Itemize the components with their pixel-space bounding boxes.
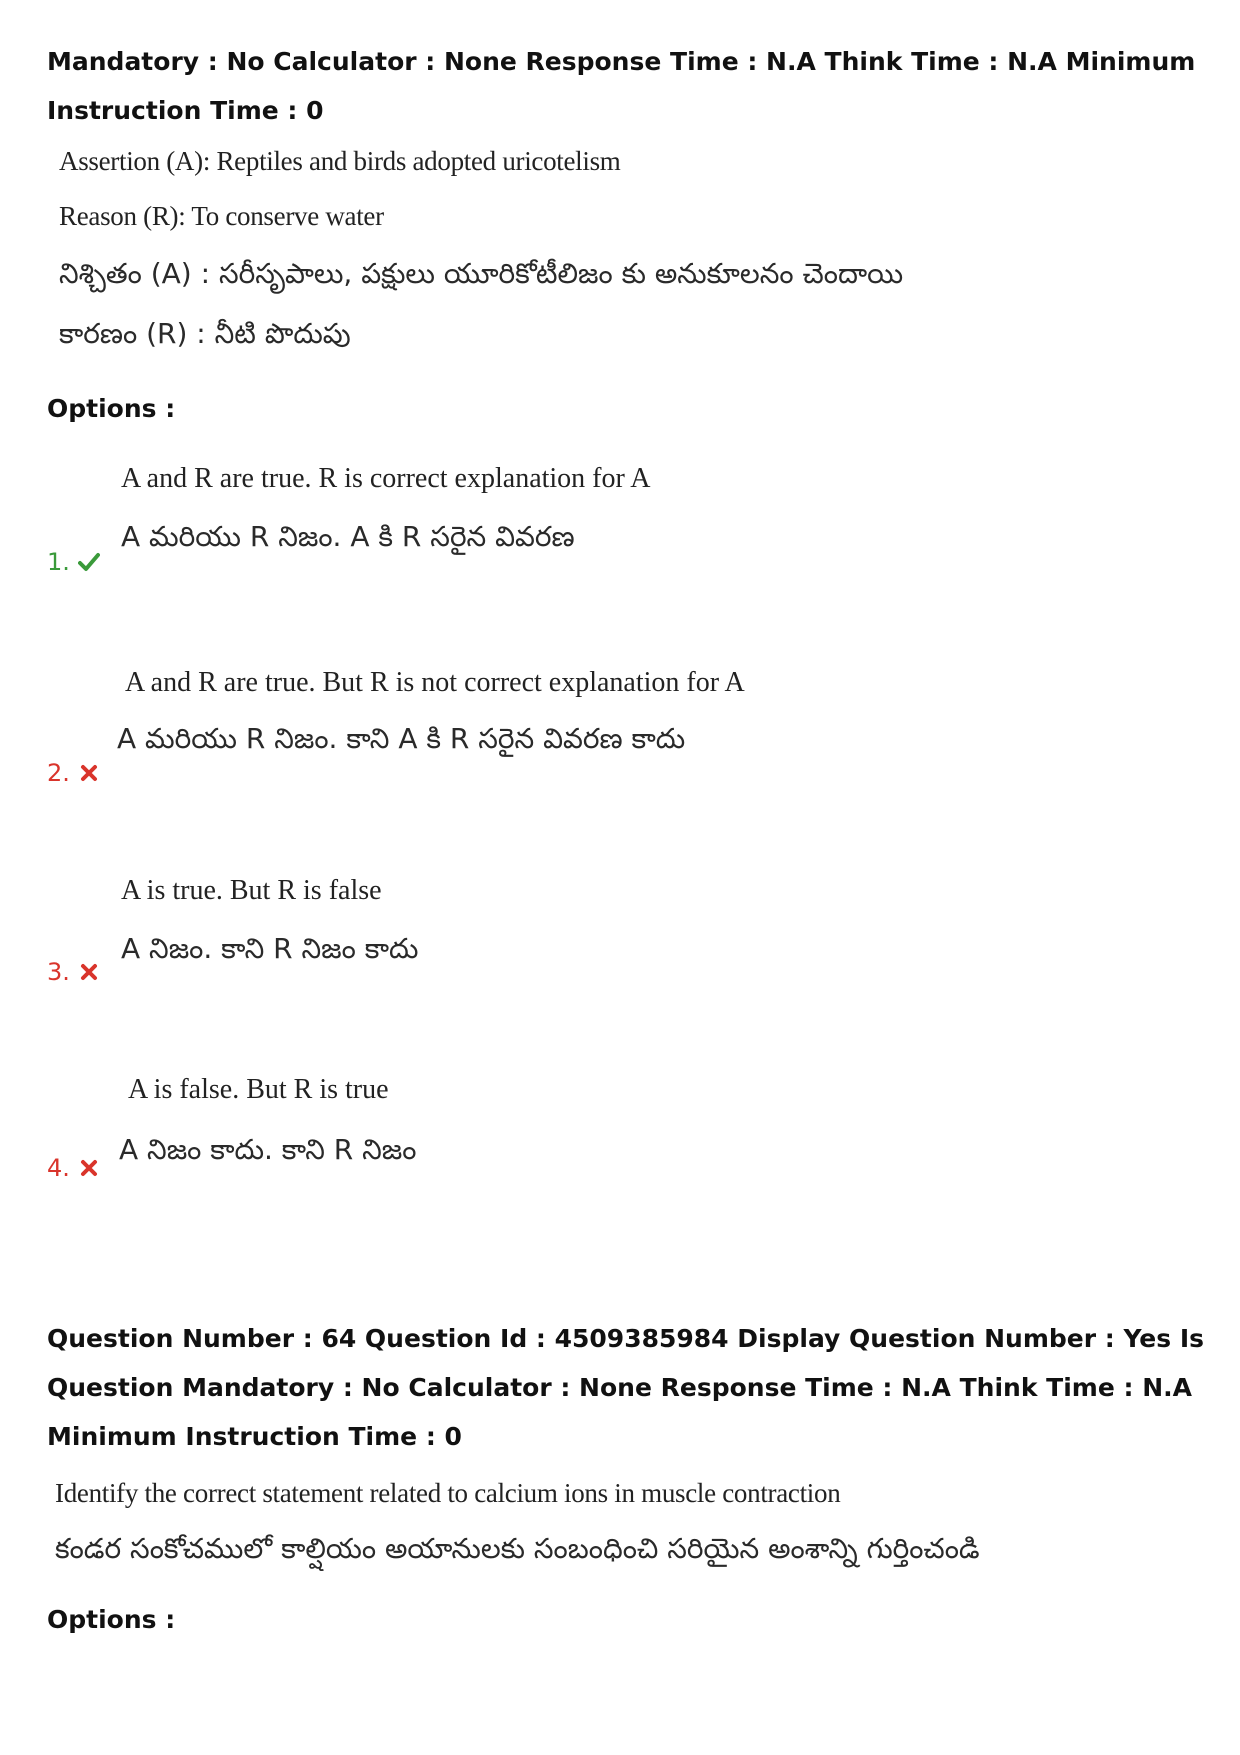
option-4-number: 4.: [47, 1154, 70, 1182]
cross-icon: [78, 1157, 100, 1179]
reason-text: Reason (R): To conserve water: [59, 201, 384, 231]
option-4-text: A is false. But R is true: [128, 1074, 389, 1105]
option-1-marker: [47, 548, 100, 576]
assertion-text-telugu: నిశ్చితం (A) : సరీసృపాలు, పక్షులు యూరికోటీలిజం కు అనుకూలనం చెందాయి: [59, 257, 904, 290]
option-3-marker: [47, 958, 100, 986]
option-2-text-telugu: A మరియు R నిజం. కాని A కి R సరైన వివరణ కాదు: [117, 722, 686, 755]
question-64-text: Identify the correct statement related to calcium ions in muscle contraction: [55, 1478, 841, 1508]
assertion-text: Assertion (A): Reptiles and birds adopted uricotelism: [59, 146, 621, 176]
question-meta: Mandatory : No Calculator : None Response Time : N.A Think Time : N.A Minimum Instruction Time : 0: [47, 47, 1196, 125]
option-4-text-telugu: A నిజం కాదు. కాని R నిజం: [119, 1133, 417, 1166]
option-3-text-telugu: A నిజం. కాని R నిజం కాదు: [121, 932, 419, 965]
option-1-number: 1.: [47, 548, 70, 576]
question-64-text-telugu: కండర సంకోచములో కాల్షియం అయానులకు సంబంధించి సరియైన అంశాన్ని గుర్తించండి: [55, 1532, 980, 1565]
option-2-text: A and R are true. But R is not correct explanation for A: [125, 667, 745, 698]
question-64-meta: Question Number : 64 Question Id : 4509385984 Display Question Number : Yes Is Question Mandatory : No Calculator : None Response Time : N.A Think Time : N.A Minimum Instruction Time : 0: [47, 1324, 1205, 1451]
option-2-marker: [47, 759, 100, 787]
options-label: Options :: [47, 394, 176, 423]
cross-icon: [78, 961, 100, 983]
cross-icon: [78, 762, 100, 784]
option-4-marker: [47, 1154, 100, 1182]
reason-text-telugu: కారణం (R) : నీటి పొదుపు: [59, 317, 351, 350]
check-icon: [78, 551, 100, 573]
option-1-text-telugu: A మరియు R నిజం. A కి R సరైన వివరణ: [121, 520, 575, 553]
option-2-number: 2.: [47, 759, 70, 787]
option-1-text: A and R are true. R is correct explanation for A: [121, 463, 651, 494]
option-3-number: 3.: [47, 958, 70, 986]
option-3-text: A is true. But R is false: [121, 875, 382, 906]
question-64-options-label: Options :: [47, 1605, 176, 1634]
